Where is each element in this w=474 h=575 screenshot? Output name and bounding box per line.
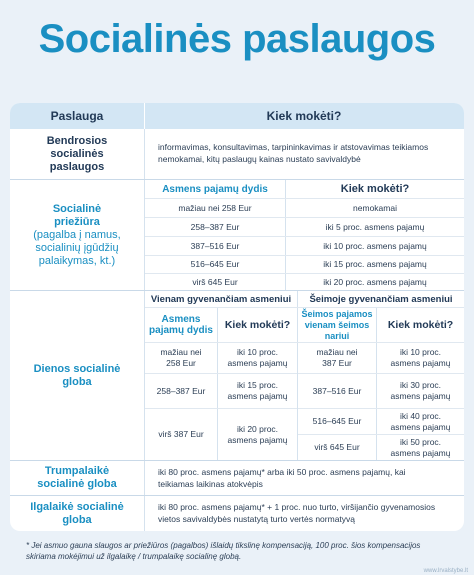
- day-single-pay-1: [218, 374, 297, 408]
- day-family-pay-2-2: asmens pajamų: [390, 421, 451, 432]
- day-family-income-head-2: vienam šeimos: [304, 319, 370, 330]
- day-label-2: globa: [62, 375, 92, 388]
- care-income-4: virš 645 Eur: [192, 276, 238, 287]
- general-label-3: paslaugos: [49, 160, 105, 173]
- day-single-income-0-2: 258 Eur: [166, 358, 196, 368]
- day-family-pay-head: Kiek mokėti?: [387, 318, 454, 331]
- care-pay-2: iki 10 proc. asmens pajamų: [323, 240, 427, 251]
- care-income-0: mažiau nei 258 Eur: [178, 202, 252, 213]
- day-single-pay-1-2: asmens pajamų: [227, 391, 288, 401]
- day-single-pay-head: Kiek mokėti?: [224, 318, 291, 331]
- care-pay-1: iki 5 proc. asmens pajamų: [325, 221, 425, 232]
- short-term-text-2: teikiamas laikinas atokvėpis: [158, 479, 263, 489]
- long-term-text-2: vietos savivaldybės nustatytą turto vertės normatyvą: [158, 514, 356, 524]
- short-term-text: [158, 466, 458, 490]
- day-family-pay-0: [377, 343, 464, 373]
- day-single-pay-1-1: iki 15 proc.: [236, 380, 279, 390]
- day-label-1: Dienos socialinė: [33, 362, 121, 375]
- header-cost: Kiek mokėti?: [144, 103, 464, 129]
- day-family-pay-3: [377, 435, 464, 460]
- day-family-pay-1-2: asmens pajamų: [390, 391, 451, 401]
- day-single-income-1: 258–387 Eur: [156, 385, 206, 396]
- day-family-income-1: 387–516 Eur: [312, 385, 362, 396]
- care-income-1: 258–387 Eur: [190, 221, 240, 232]
- header-divider: [144, 103, 145, 129]
- long-term-text: [158, 501, 458, 525]
- long-term-label-1: Ilgalaikė socialinė: [30, 500, 124, 513]
- row-short-term-label: [10, 461, 144, 495]
- day-single-pay-2-2: asmens pajamų: [227, 434, 288, 445]
- day-family-income-3: virš 645 Eur: [314, 442, 360, 452]
- day-family-pay-1: [377, 374, 464, 408]
- day-single-income-head: [145, 308, 217, 342]
- care-pay-0: nemokamai: [353, 202, 397, 213]
- care-note-1: (pagalba į namus,: [33, 228, 121, 241]
- day-family-income-head-1: Šeimos pajamos: [301, 308, 373, 319]
- day-family-income-head: [298, 308, 376, 342]
- footnote: [26, 540, 456, 562]
- footnote-line-1: * Jei asmuo gauna slaugos ar priežiūros (pagalbos) išlaidų tikslinę kompensaciją, 100 proc. šios kompensacijos: [26, 541, 421, 550]
- day-family-pay-3-2: asmens pajamų: [390, 447, 451, 458]
- day-single-income-head-1: Asmens: [161, 314, 201, 325]
- care-income-3: 516–645 Eur: [190, 259, 240, 269]
- row-care-label: [10, 180, 144, 290]
- day-single-pay-2-1: iki 20 proc.: [236, 423, 279, 434]
- day-single-income-0-1: mažiau nei: [160, 347, 202, 357]
- day-family-income-2: 516–645 Eur: [312, 416, 362, 426]
- row-long-term-label: [10, 496, 144, 531]
- care-label-2: priežiūra: [54, 215, 100, 228]
- day-single-pay-0-1: iki 10 proc.: [236, 347, 279, 357]
- day-family-head: Šeimoje gyvenančiam asmeniui: [309, 293, 453, 305]
- care-note-3: palaikymas, kt.): [38, 254, 116, 267]
- care-label-1: Socialinė: [52, 202, 102, 215]
- short-term-label-1: Trumpalaikė: [44, 465, 110, 477]
- day-family-pay-3-1: iki 50 proc.: [399, 436, 442, 447]
- short-term-text-1: iki 80 proc. asmens pajamų* arba iki 50 proc. asmens pajamų, kai: [158, 467, 406, 477]
- care-pay-4: iki 20 proc. asmens pajamų: [323, 276, 427, 287]
- day-family-pay-2-1: iki 40 proc.: [399, 410, 442, 421]
- care-income-2: 387–516 Eur: [190, 240, 240, 251]
- long-term-text-1: iki 80 proc. asmens pajamų* + 1 proc. nuo turto, viršijančio gyvenamosios: [158, 502, 436, 512]
- day-family-income-0-2: 387 Eur: [322, 358, 352, 368]
- footnote-line-2: skiriama mokėjimui už ilgalaikę / trumpalaikę socialinę globą.: [26, 552, 242, 561]
- day-family-pay-2: [377, 409, 464, 434]
- day-family-pay-0-2: asmens pajamų: [390, 358, 451, 368]
- day-family-income-0: [298, 343, 376, 373]
- header-service: Paslauga: [10, 103, 144, 129]
- day-single-income-0: [145, 343, 217, 373]
- day-single-pay-0-2: asmens pajamų: [227, 358, 288, 368]
- day-single-pay-0: [218, 343, 297, 373]
- row-day-label: [10, 291, 144, 460]
- care-income-head: Asmens pajamų dydis: [162, 183, 268, 195]
- general-text: informavimas, konsultavimas, tarpininkavimas ir atstovavimas teikiamos nemokamai, kitų paslaugų kainas nustato savivaldybė: [158, 142, 429, 164]
- day-family-income-head-3: nariui: [324, 330, 350, 341]
- day-single-head: Vienam gyvenančiam asmeniui: [150, 293, 292, 305]
- care-pay-3: iki 15 proc. asmens pajamų: [323, 259, 427, 269]
- day-family-pay-1-1: iki 30 proc.: [399, 380, 442, 390]
- care-note-2: socialinių įgūdžių: [35, 241, 119, 254]
- general-label-2: socialinės: [50, 147, 104, 160]
- footer-url: www.lrvalstybe.lt: [423, 568, 468, 574]
- day-single-income-2: virš 387 Eur: [158, 429, 204, 439]
- services-table: [10, 103, 464, 531]
- long-term-label-2: globa: [62, 513, 92, 526]
- day-single-income-head-2: pajamų dydis: [149, 325, 213, 336]
- page-title: Socialinės paslaugos: [38, 17, 436, 61]
- day-family-income-0-1: mažiau nei: [316, 347, 358, 357]
- day-single-pay-2: [218, 409, 297, 460]
- row-general-label: [10, 129, 144, 179]
- short-term-label-2: socialinė globa: [37, 478, 117, 490]
- general-label-1: Bendrosios: [46, 134, 108, 147]
- care-pay-head: Kiek mokėti?: [340, 182, 410, 195]
- day-family-pay-0-1: iki 10 proc.: [399, 347, 442, 357]
